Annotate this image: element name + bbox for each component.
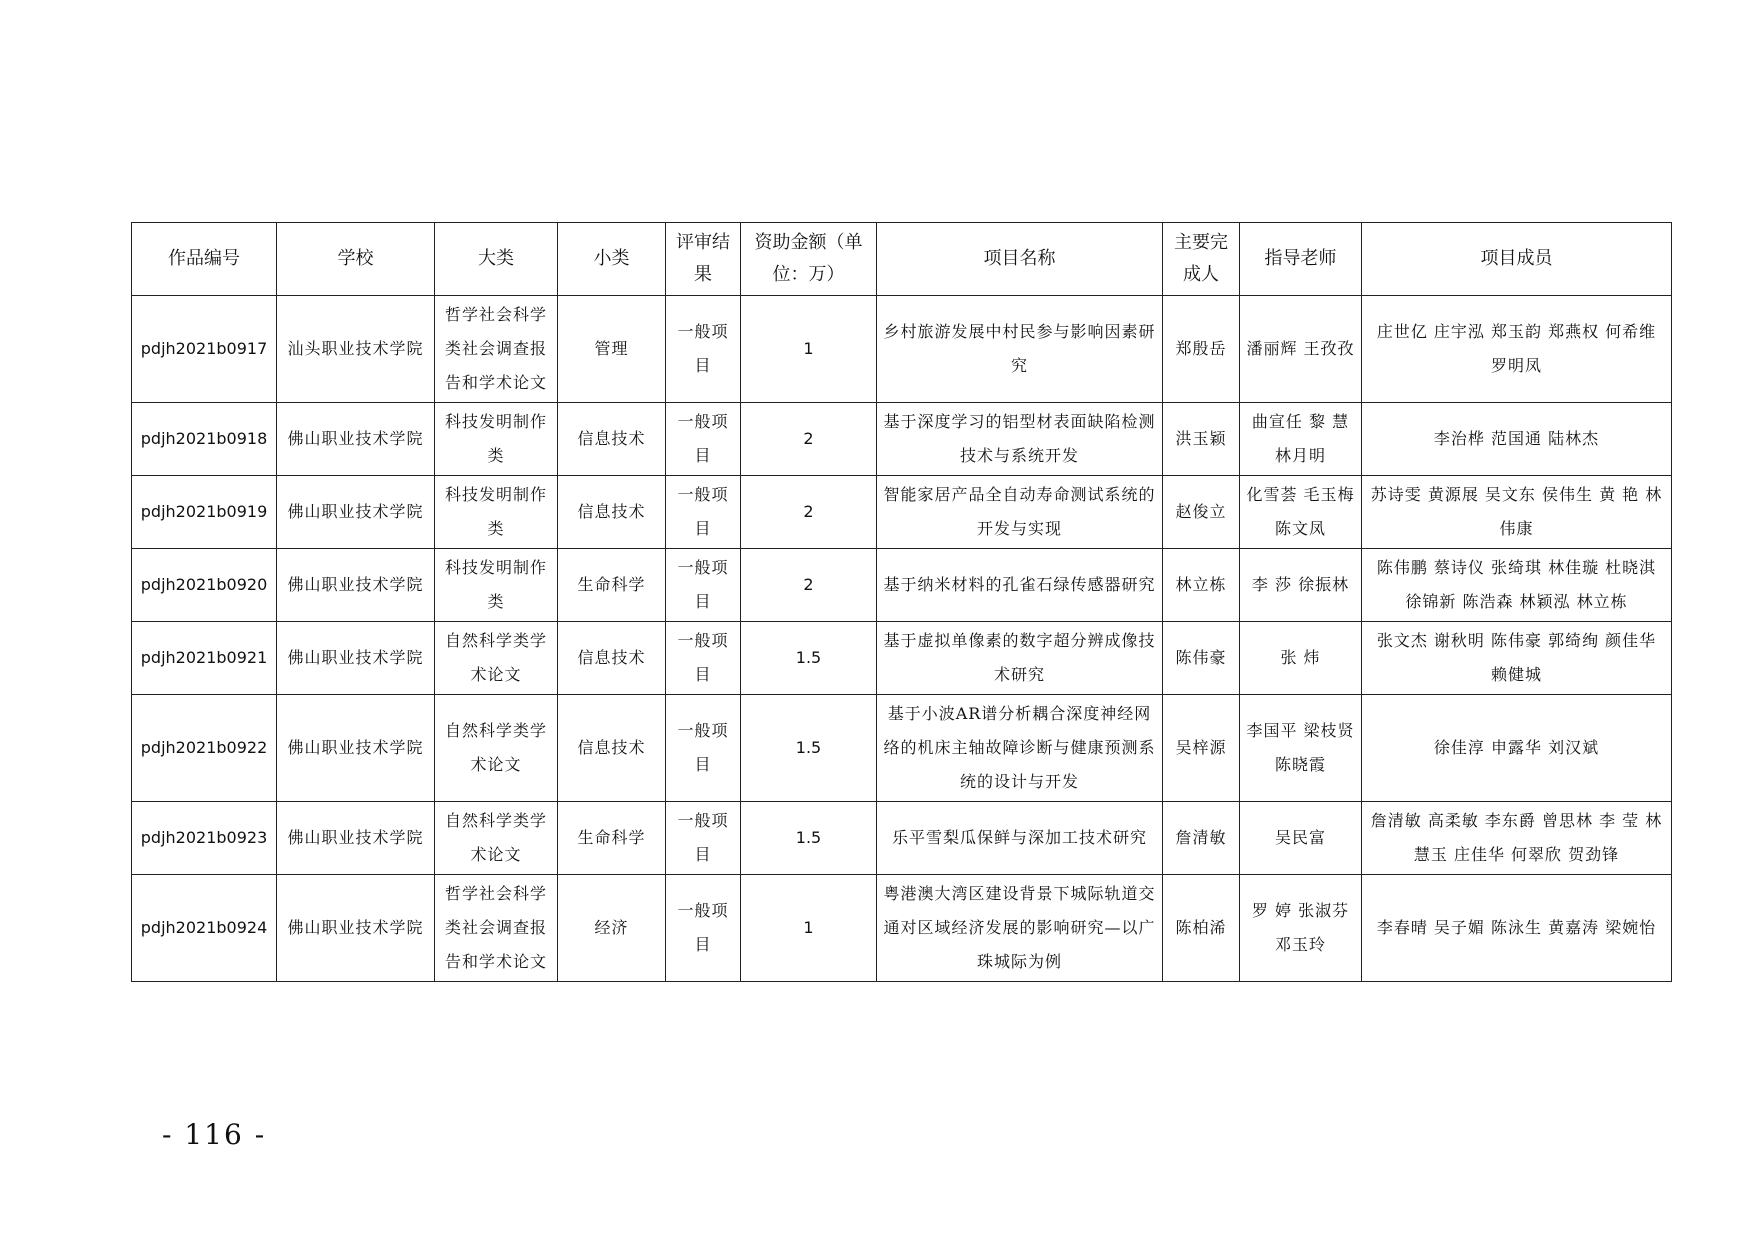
cell-category: 哲学社会科学类社会调查报告和学术论文 [435, 296, 558, 403]
cell-subcategory: 管理 [558, 296, 666, 403]
cell-category: 科技发明制作类 [435, 403, 558, 476]
cell-leader: 陈伟豪 [1163, 622, 1240, 695]
cell-school: 佛山职业技术学院 [277, 549, 435, 622]
table-row [132, 622, 1672, 695]
cell-advisor: 吴民富 [1240, 802, 1362, 875]
cell-subcategory: 生命科学 [558, 549, 666, 622]
cell-leader: 陈柏浠 [1163, 875, 1240, 982]
table-row [132, 549, 1672, 622]
header-id: 作品编号 [132, 223, 277, 296]
cell-members: 庄世亿 庄宇泓 郑玉韵 郑燕权 何希维 罗明凤 [1362, 296, 1672, 403]
table-row [132, 802, 1672, 875]
cell-id: pdjh2021b0922 [132, 695, 277, 802]
cell-advisor: 张 炜 [1240, 622, 1362, 695]
header-subcategory: 小类 [558, 223, 666, 296]
cell-amount: 1.5 [741, 622, 877, 695]
cell-project: 基于纳米材料的孔雀石绿传感器研究 [877, 549, 1163, 622]
table-row [132, 875, 1672, 982]
cell-subcategory: 信息技术 [558, 476, 666, 549]
cell-school: 佛山职业技术学院 [277, 476, 435, 549]
cell-amount: 2 [741, 549, 877, 622]
cell-members: 苏诗雯 黄源展 吴文东 侯伟生 黄 艳 林伟康 [1362, 476, 1672, 549]
header-amount: 资助金额（单位：万） [741, 223, 877, 296]
table-row [132, 476, 1672, 549]
cell-members: 张文杰 谢秋明 陈伟豪 郭绮绚 颜佳华 赖健城 [1362, 622, 1672, 695]
table-row [132, 403, 1672, 476]
cell-school: 佛山职业技术学院 [277, 875, 435, 982]
header-members: 项目成员 [1362, 223, 1672, 296]
cell-id: pdjh2021b0923 [132, 802, 277, 875]
page-number: - 116 - [162, 1118, 267, 1151]
cell-leader: 詹清敏 [1163, 802, 1240, 875]
cell-leader: 洪玉颖 [1163, 403, 1240, 476]
cell-subcategory: 经济 [558, 875, 666, 982]
cell-id: pdjh2021b0924 [132, 875, 277, 982]
cell-subcategory: 信息技术 [558, 403, 666, 476]
cell-result: 一般项目 [666, 403, 741, 476]
header-school: 学校 [277, 223, 435, 296]
cell-school: 佛山职业技术学院 [277, 695, 435, 802]
cell-school: 佛山职业技术学院 [277, 802, 435, 875]
cell-id: pdjh2021b0917 [132, 296, 277, 403]
cell-result: 一般项目 [666, 875, 741, 982]
cell-subcategory: 信息技术 [558, 622, 666, 695]
header-leader: 主要完成人 [1163, 223, 1240, 296]
cell-members: 李春晴 吴子媚 陈泳生 黄嘉涛 梁婉怡 [1362, 875, 1672, 982]
cell-category: 科技发明制作类 [435, 476, 558, 549]
cell-school: 佛山职业技术学院 [277, 622, 435, 695]
cell-project: 基于小波AR谱分析耦合深度神经网络的机床主轴故障诊断与健康预测系统的设计与开发 [877, 695, 1163, 802]
cell-amount: 1.5 [741, 802, 877, 875]
cell-project: 基于虚拟单像素的数字超分辨成像技术研究 [877, 622, 1163, 695]
header-category: 大类 [435, 223, 558, 296]
cell-members: 詹清敏 高柔敏 李东爵 曾思林 李 莹 林慧玉 庄佳华 何翠欣 贺劲锋 [1362, 802, 1672, 875]
cell-leader: 吴梓源 [1163, 695, 1240, 802]
cell-members: 徐佳淳 申露华 刘汉斌 [1362, 695, 1672, 802]
cell-advisor: 李国平 梁枝贤 陈晓霞 [1240, 695, 1362, 802]
cell-result: 一般项目 [666, 296, 741, 403]
cell-advisor: 罗 婷 张淑芬 邓玉玲 [1240, 875, 1362, 982]
cell-amount: 2 [741, 403, 877, 476]
table-row [132, 296, 1672, 403]
cell-project: 基于深度学习的铝型材表面缺陷检测技术与系统开发 [877, 403, 1163, 476]
cell-id: pdjh2021b0918 [132, 403, 277, 476]
cell-category: 自然科学类学术论文 [435, 695, 558, 802]
cell-id: pdjh2021b0921 [132, 622, 277, 695]
cell-category: 自然科学类学术论文 [435, 802, 558, 875]
cell-subcategory: 信息技术 [558, 695, 666, 802]
cell-project: 粤港澳大湾区建设背景下城际轨道交通对区域经济发展的影响研究—以广珠城际为例 [877, 875, 1163, 982]
header-project: 项目名称 [877, 223, 1163, 296]
project-table [131, 222, 1672, 982]
cell-advisor: 化雪荟 毛玉梅 陈文凤 [1240, 476, 1362, 549]
cell-category: 科技发明制作类 [435, 549, 558, 622]
cell-school: 佛山职业技术学院 [277, 403, 435, 476]
cell-amount: 1 [741, 875, 877, 982]
cell-members: 陈伟鹏 蔡诗仪 张绮琪 林佳璇 杜晓淇 徐锦新 陈浩森 林颖泓 林立栋 [1362, 549, 1672, 622]
cell-result: 一般项目 [666, 476, 741, 549]
cell-amount: 1.5 [741, 695, 877, 802]
table-header-row [132, 223, 1672, 296]
cell-project: 乐平雪梨瓜保鲜与深加工技术研究 [877, 802, 1163, 875]
cell-advisor: 潘丽辉 王孜孜 [1240, 296, 1362, 403]
cell-advisor: 曲宣任 黎 慧 林月明 [1240, 403, 1362, 476]
cell-leader: 郑殷岳 [1163, 296, 1240, 403]
cell-amount: 1 [741, 296, 877, 403]
cell-category: 自然科学类学术论文 [435, 622, 558, 695]
cell-members: 李治桦 范国通 陆林杰 [1362, 403, 1672, 476]
cell-advisor: 李 莎 徐振林 [1240, 549, 1362, 622]
cell-result: 一般项目 [666, 802, 741, 875]
header-result: 评审结果 [666, 223, 741, 296]
cell-id: pdjh2021b0919 [132, 476, 277, 549]
cell-leader: 赵俊立 [1163, 476, 1240, 549]
cell-result: 一般项目 [666, 695, 741, 802]
cell-subcategory: 生命科学 [558, 802, 666, 875]
cell-amount: 2 [741, 476, 877, 549]
cell-project: 智能家居产品全自动寿命测试系统的开发与实现 [877, 476, 1163, 549]
cell-id: pdjh2021b0920 [132, 549, 277, 622]
table-row [132, 695, 1672, 802]
cell-school: 汕头职业技术学院 [277, 296, 435, 403]
cell-category: 哲学社会科学类社会调查报告和学术论文 [435, 875, 558, 982]
cell-result: 一般项目 [666, 622, 741, 695]
cell-leader: 林立栋 [1163, 549, 1240, 622]
project-table-container [131, 222, 1671, 982]
cell-project: 乡村旅游发展中村民参与影响因素研究 [877, 296, 1163, 403]
header-advisor: 指导老师 [1240, 223, 1362, 296]
cell-result: 一般项目 [666, 549, 741, 622]
